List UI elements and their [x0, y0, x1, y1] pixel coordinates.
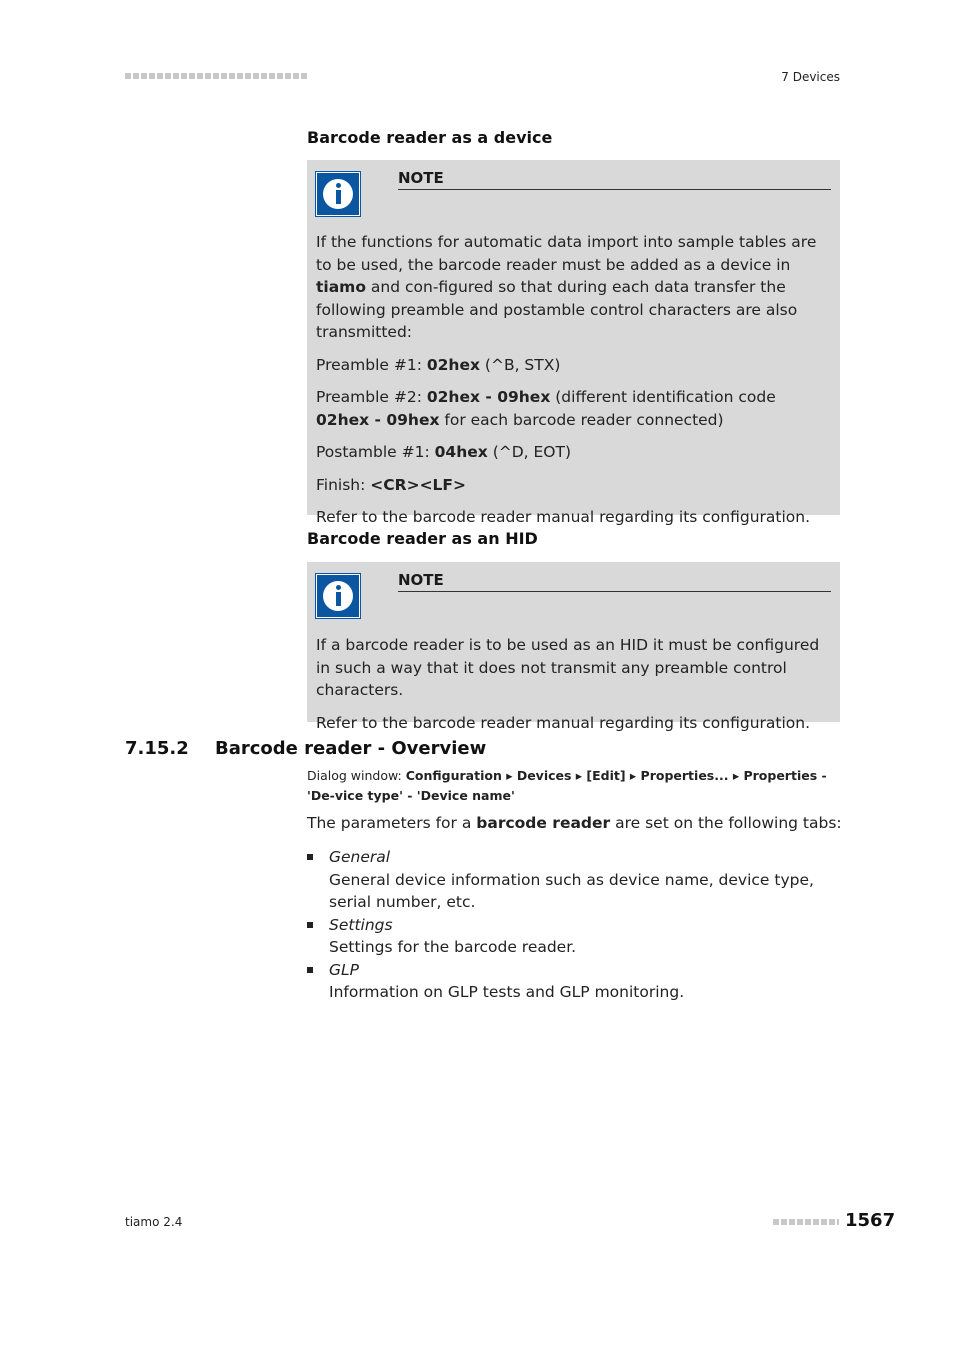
- subheading-device: Barcode reader as a device: [307, 128, 553, 147]
- note-paragraph: If a barcode reader is to be used as an HID it must be configured in such a way that it does not transmit any preamble control characters.: [316, 636, 820, 699]
- tab-name: GLP: [329, 960, 359, 979]
- dialog-path-value: Configuration ▸ Devices ▸ [Edit] ▸ Properties... ▸ Properties - 'De-vice type' - 'Device name': [307, 768, 827, 803]
- footer-product: tiamo 2.4: [125, 1215, 183, 1229]
- note-title: NOTE: [398, 169, 831, 190]
- page-number: 1567: [845, 1210, 896, 1231]
- note-box-hid: [307, 562, 840, 732]
- header-decoration: [125, 73, 307, 79]
- note-body: [316, 231, 828, 539]
- preamble-2: Preamble #2: 02hex - 09hex (different identification code 02hex - 09hex for each barcode reader connected): [316, 388, 776, 429]
- finish: Finish: <CR><LF>: [316, 475, 467, 494]
- dialog-label: Dialog window:: [307, 768, 406, 783]
- preamble-1: Preamble #1: 02hex (^B, STX): [316, 355, 561, 374]
- tab-description: General device information such as device name, device type, serial number, etc.: [329, 870, 814, 911]
- tab-list: [307, 846, 842, 1004]
- note-box-device: [307, 160, 840, 526]
- list-item: [307, 846, 842, 914]
- intro-text: The parameters for a barcode reader are set on the following tabs:: [307, 814, 842, 832]
- note-paragraph: If the functions for automatic data import into sample tables are to be used, the barcode reader must be added as a device in tiamo and con-figured so that during each data transfer the following preamble and postamble control characters are also transmitted:: [316, 233, 817, 341]
- footer-decoration: [773, 1219, 839, 1225]
- running-header-chapter: 7 Devices: [781, 70, 840, 84]
- dialog-path: [307, 766, 842, 806]
- info-icon: [316, 172, 360, 216]
- refer-text: Refer to the barcode reader manual regarding its configuration.: [316, 713, 811, 732]
- tab-description: Information on GLP tests and GLP monitoring.: [329, 983, 685, 1001]
- tab-description: Settings for the barcode reader.: [329, 938, 577, 956]
- section-heading: [125, 738, 486, 759]
- note-title: NOTE: [398, 571, 831, 592]
- info-icon: [316, 574, 360, 618]
- subheading-hid: Barcode reader as an HID: [307, 529, 538, 548]
- refer-text: Refer to the barcode reader manual regarding its configuration.: [316, 508, 811, 526]
- section-number: 7.15.2: [125, 738, 189, 759]
- tab-name: General: [329, 848, 391, 866]
- list-item: [307, 959, 842, 1004]
- list-item: [307, 914, 842, 959]
- postamble-1: Postamble #1: 04hex (^D, EOT): [316, 443, 572, 461]
- tab-name: Settings: [329, 915, 393, 934]
- section-title: Barcode reader - Overview: [215, 738, 487, 759]
- note-body: [316, 634, 828, 744]
